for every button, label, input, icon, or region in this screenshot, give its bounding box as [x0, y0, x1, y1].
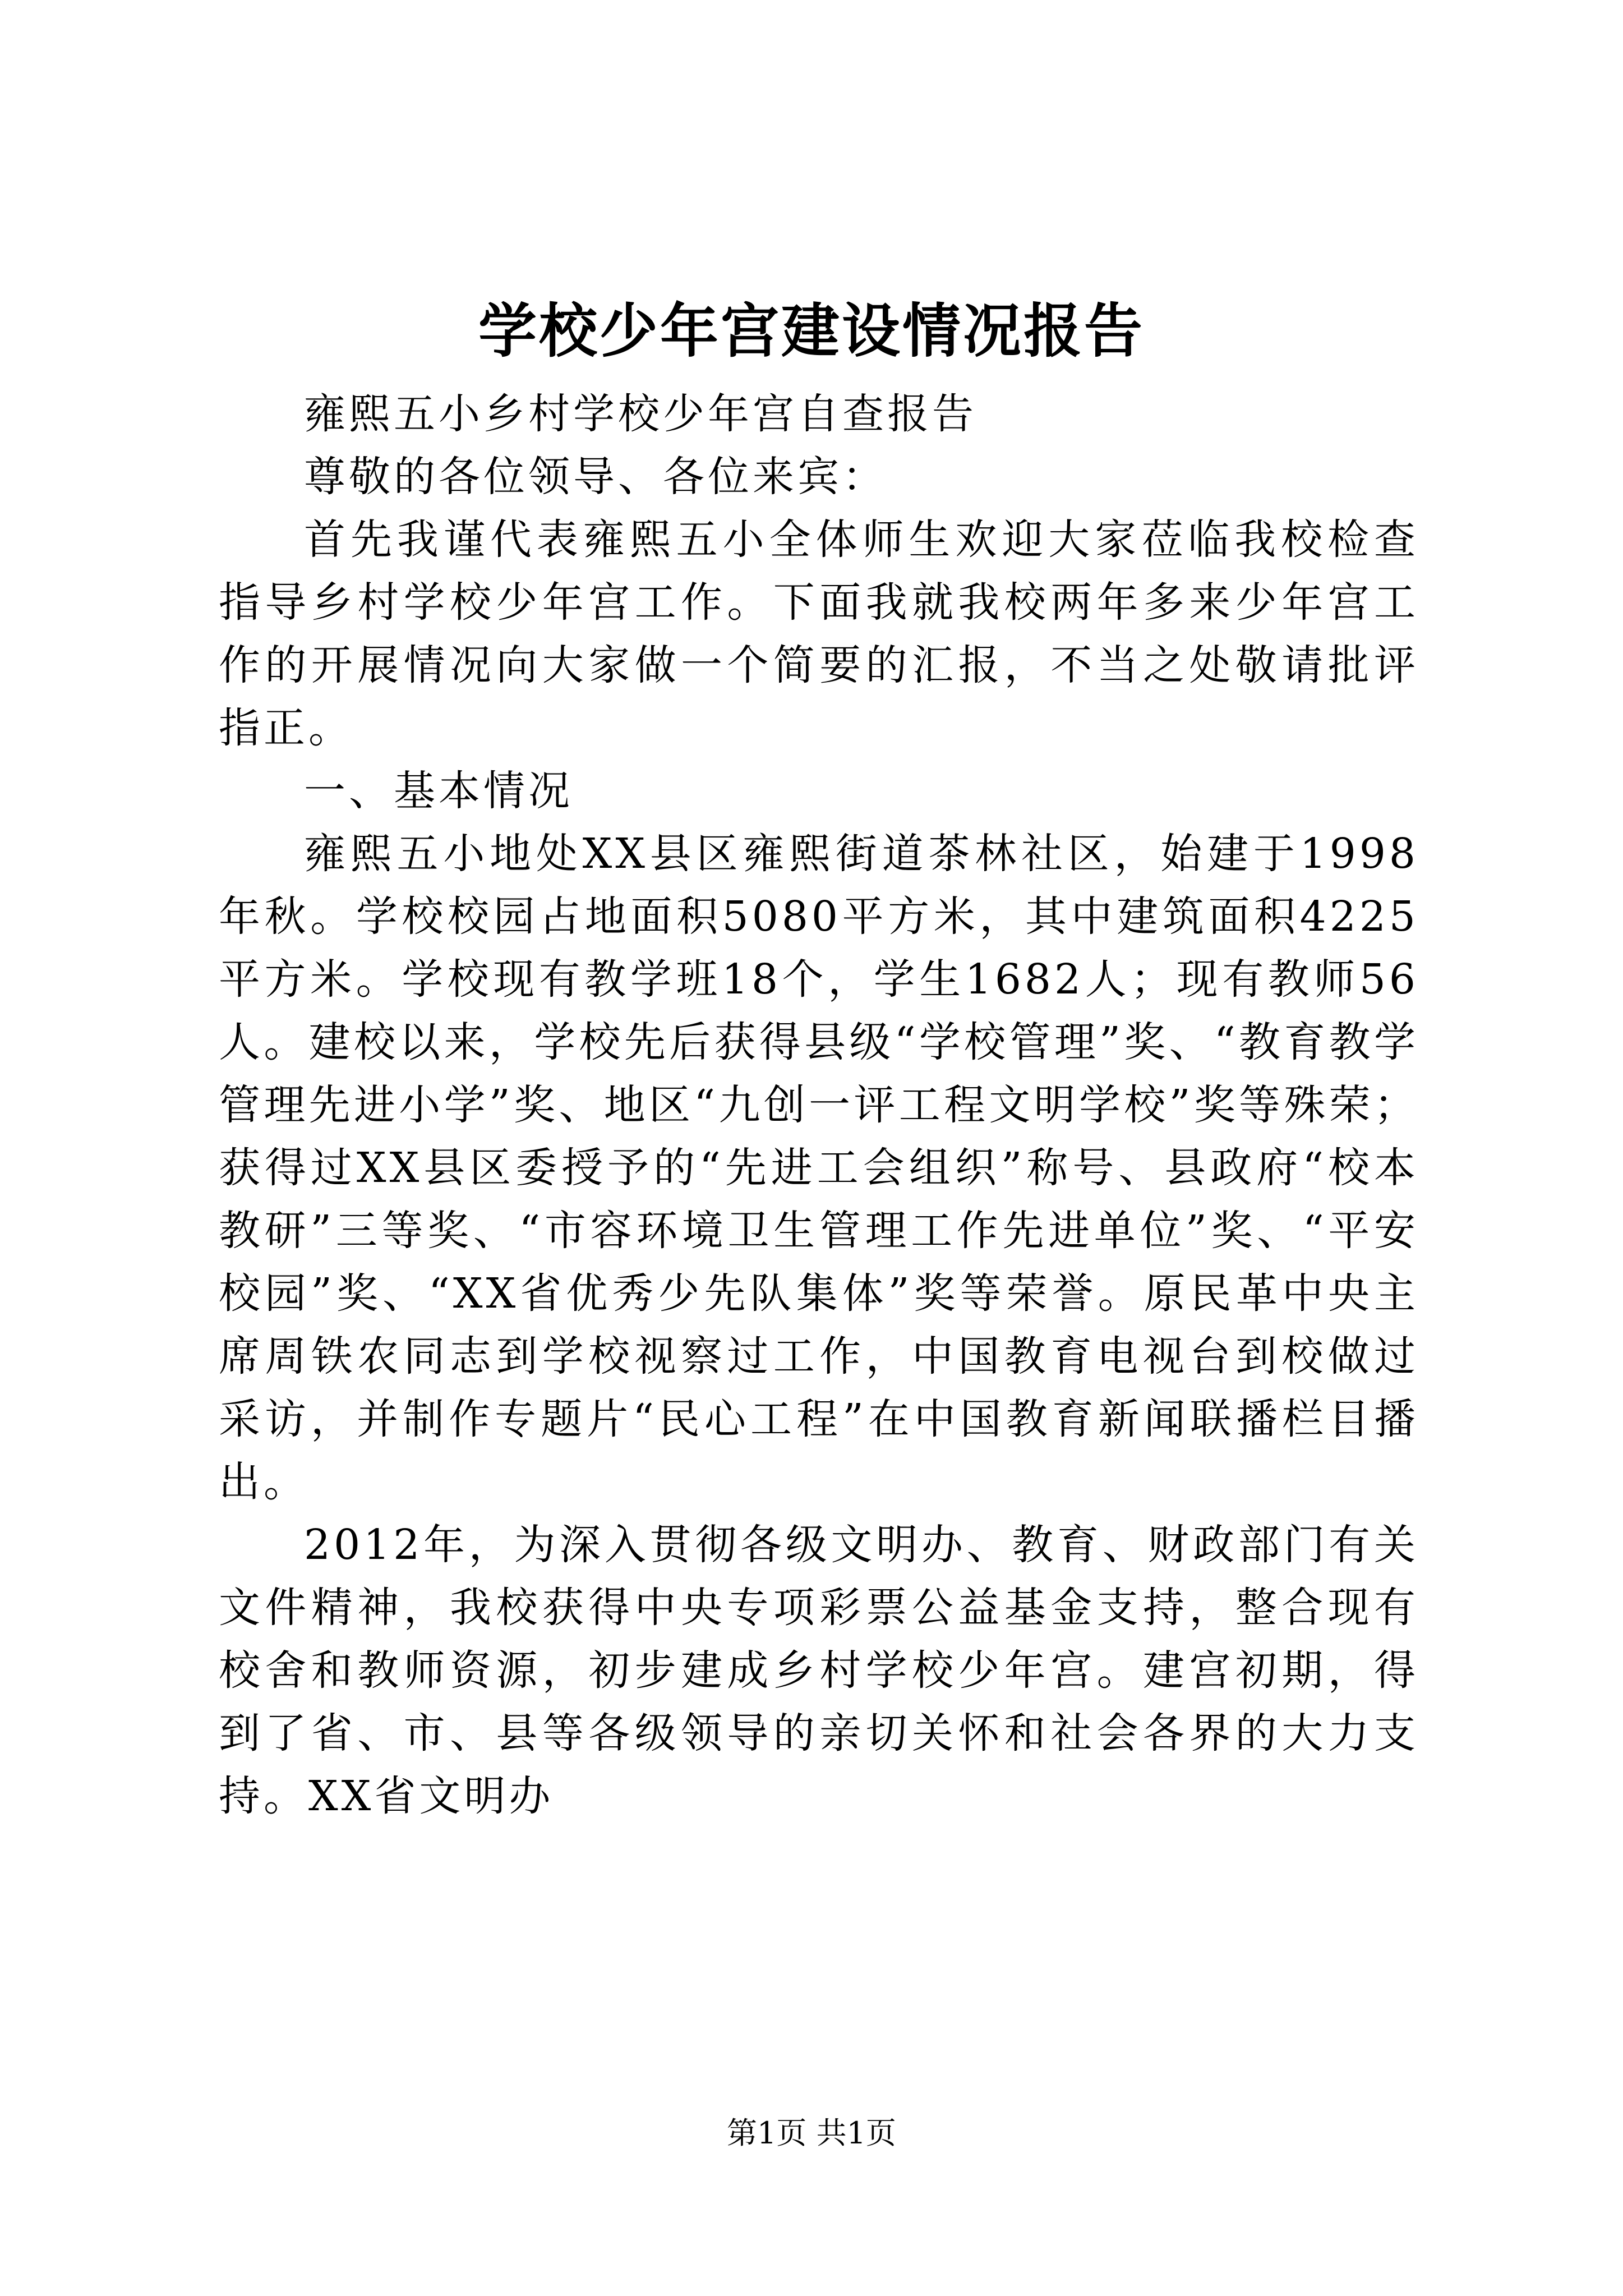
paragraph-intro: 首先我谨代表雍熙五小全体师生欢迎大家莅临我校检查指导乡村学校少年宫工作。下面我就我校两年多来少年宫工作的开展情况向大家做一个简要的汇报，不当之处敬请批评指正。	[219, 516, 1419, 752]
document-body	[219, 383, 1419, 1828]
document-title: 学校少年宫建设情况报告	[478, 296, 1145, 365]
paragraph-subtitle: 雍熙五小乡村学校少年宫自查报告	[304, 390, 977, 438]
section-heading-basic-situation: 一、基本情况	[304, 767, 573, 815]
paragraph-2012-construction: 2012年，为深入贯彻各级文明办、教育、财政部门有关文件精神，我校获得中央专项彩票公益基金支持，整合现有校舍和教师资源，初步建成乡村学校少年宫。建宫初期，得到了省、市、县等各级领导的亲切关怀和社会各界的大力支持。XX省文明办	[219, 1521, 1419, 1820]
paragraph-school-overview: 雍熙五小地处XX县区雍熙街道茶林社区，始建于1998年秋。学校校园占地面积5080平方米，其中建筑面积4225平方米。学校现有教学班18个，学生1682人；现有教师56人。建校以来，学校先后获得县级“学校管理”奖、“教育教学管理先进小学”奖、地区“九创一评工程文明学校”奖等殊荣；获得过XX县区委授予的“先进工会组织”称号、县政府“校本教研”三等奖、“市容环境卫生管理工作先进单位”奖、“平安校园”奖、“XX省优秀少先队集体”奖等荣誉。原民革中央主席周铁农同志到学校视察过工作，中国教育电视台到校做过采访，并制作专题片“民心工程”在中国教育新闻联播栏目播出。	[219, 830, 1419, 1506]
paragraph-salutation: 尊敬的各位领导、各位来宾：	[304, 453, 887, 501]
page-footer: 第1页 共1页	[727, 2115, 896, 2151]
